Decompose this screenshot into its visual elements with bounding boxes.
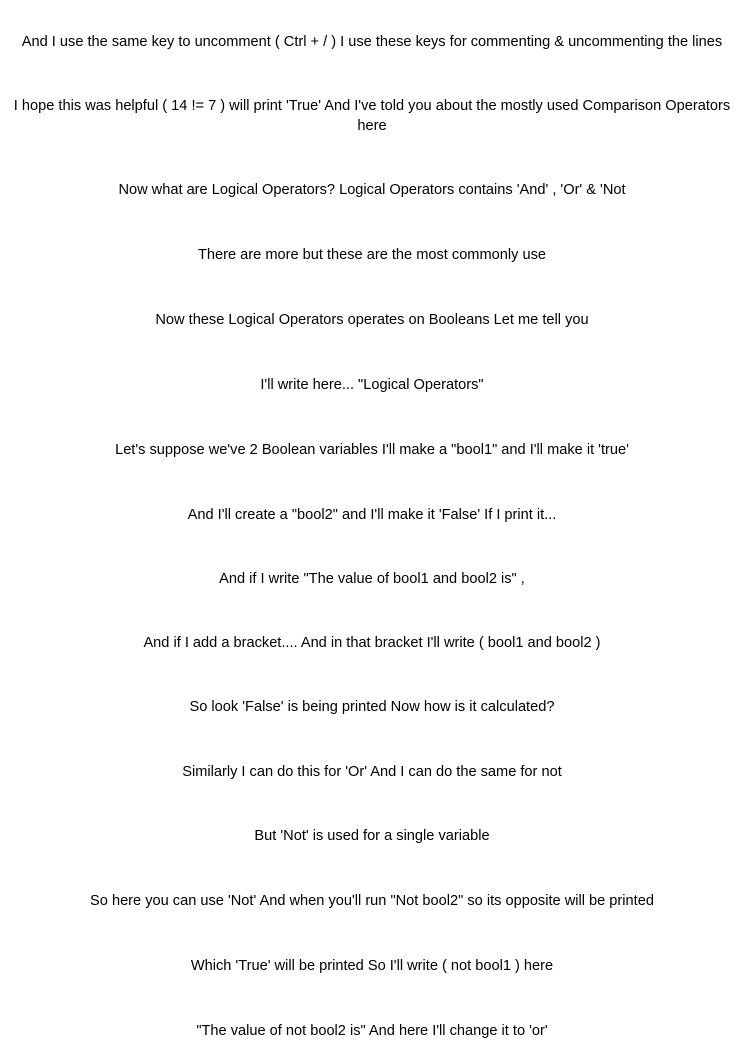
transcript-line-8: And I'll create a "bool2" and I'll make it 'False' If I print it...: [187, 507, 557, 523]
transcript-line-5: Now these Logical Operators operates on Booleans Let me tell you: [155, 312, 589, 328]
transcript-line-2: I hope this was helpful ( 14 != 7 ) will print 'True' And I've told you about the mostly used Comparison Operators here: [13, 98, 731, 134]
transcript-line-9: And if I write "The value of bool1 and bool2 is" ,: [219, 571, 525, 587]
transcript-line-4: There are more but these are the most commonly use: [198, 247, 546, 263]
transcript-line-14: So here you can use 'Not' And when you'll run "Not bool2" so its opposite will be printed: [90, 893, 654, 909]
transcript-line-10: And if I add a bracket.... And in that bracket I'll write ( bool1 and bool2 ): [143, 635, 601, 651]
transcript-line-1: And I use the same key to uncomment ( Ctrl + / ) I use these keys for commenting & uncommenting the lines: [21, 34, 723, 50]
transcript-line-11: So look 'False' is being printed Now how is it calculated?: [189, 699, 555, 715]
transcript-line-6: I'll write here... "Logical Operators": [260, 377, 484, 393]
transcript-line-3: Now what are Logical Operators? Logical Operators contains 'And' , 'Or' & 'Not: [118, 182, 626, 198]
transcript-line-7: Let's suppose we've 2 Boolean variables I'll make a "bool1" and I'll make it 'true': [115, 442, 629, 458]
transcript-line-13: But 'Not' is used for a single variable: [254, 828, 490, 844]
transcript-line-12: Similarly I can do this for 'Or' And I can do the same for not: [182, 764, 562, 780]
transcript-line-16: "The value of not bool2 is" And here I'll change it to 'or': [196, 1023, 548, 1039]
transcript-line-15: Which 'True' will be printed So I'll write ( not bool1 ) here: [190, 958, 554, 974]
